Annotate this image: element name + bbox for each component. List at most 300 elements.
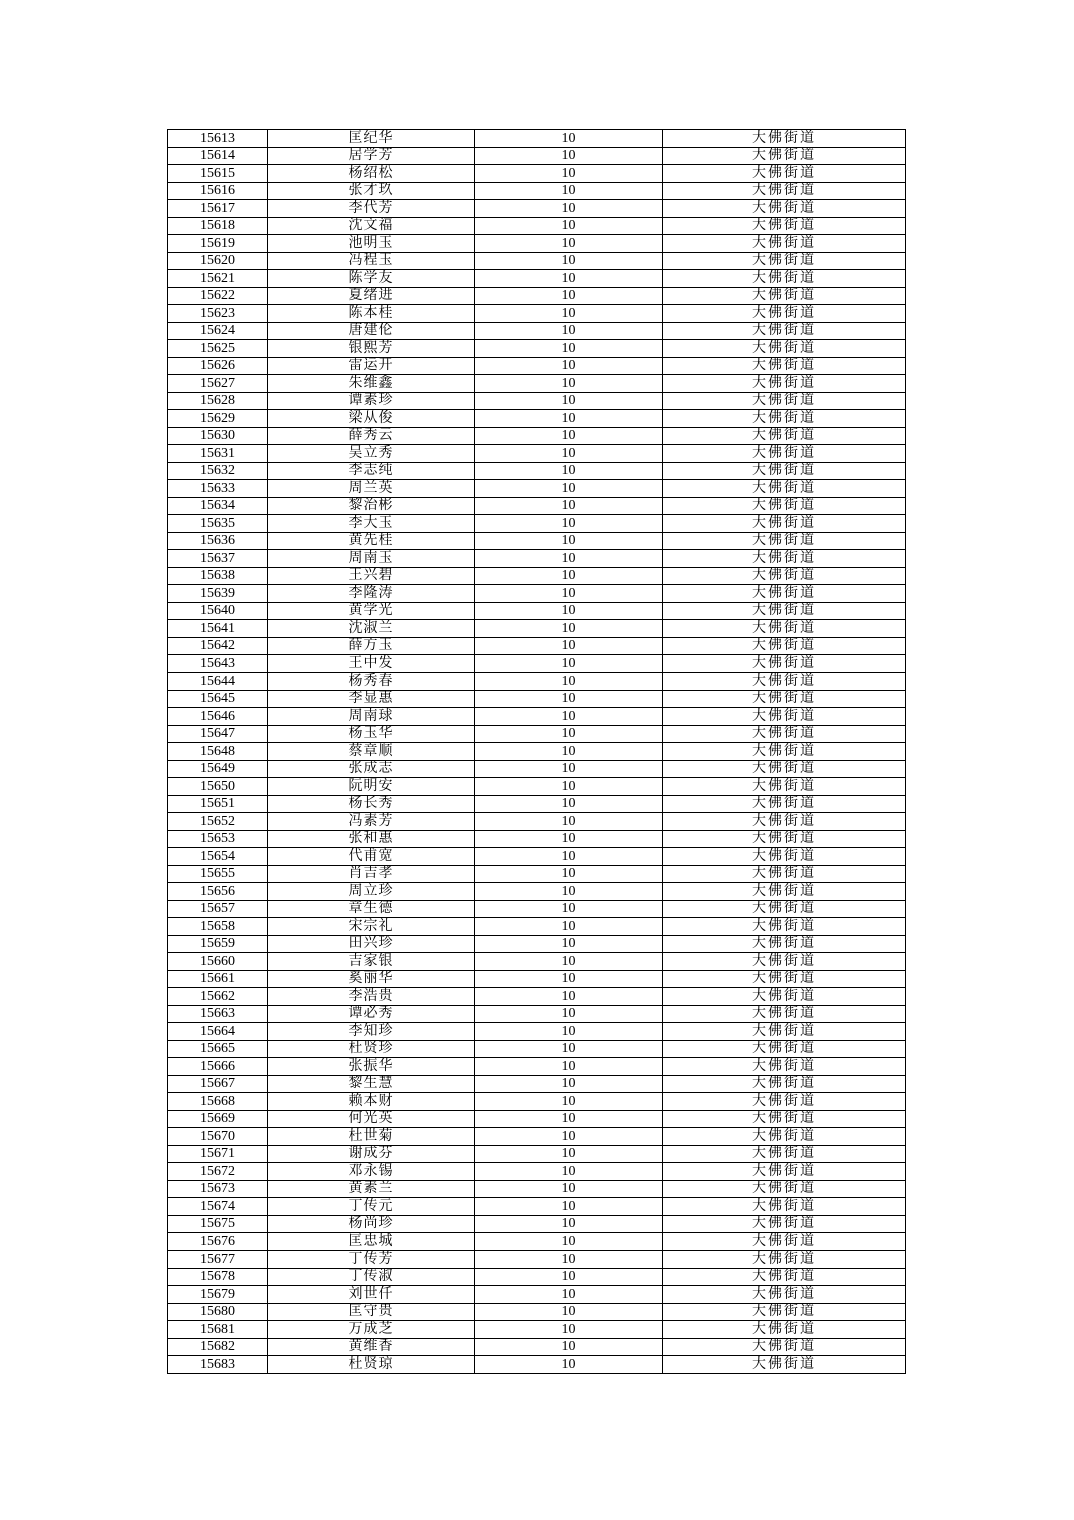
- person-name-cell: 李浩贵: [268, 988, 475, 1006]
- person-name-cell: 陈学友: [268, 270, 475, 288]
- street-cell: 大佛街道: [663, 935, 906, 953]
- amount-cell: 10: [475, 1215, 663, 1233]
- table-row: [168, 743, 906, 761]
- table-row: [168, 252, 906, 270]
- person-name-cell: 周南玉: [268, 550, 475, 568]
- street-cell: 大佛街道: [663, 340, 906, 358]
- person-name-cell: 居学芳: [268, 147, 475, 165]
- table-row: [168, 515, 906, 533]
- row-number-cell: 15671: [168, 1145, 268, 1163]
- person-name-cell: 李知珍: [268, 1023, 475, 1041]
- person-name-cell: 薛秀云: [268, 427, 475, 445]
- table-row: [168, 900, 906, 918]
- row-number-cell: 15672: [168, 1163, 268, 1181]
- row-number-cell: 15619: [168, 235, 268, 253]
- row-number-cell: 15637: [168, 550, 268, 568]
- person-name-cell: 王兴碧: [268, 567, 475, 585]
- amount-cell: 10: [475, 1286, 663, 1304]
- table-row: [168, 1040, 906, 1058]
- amount-cell: 10: [475, 988, 663, 1006]
- row-number-cell: 15627: [168, 375, 268, 393]
- person-name-cell: 池明玉: [268, 235, 475, 253]
- row-number-cell: 15616: [168, 182, 268, 200]
- street-cell: 大佛街道: [663, 567, 906, 585]
- table-row: [168, 620, 906, 638]
- person-name-cell: 张振华: [268, 1058, 475, 1076]
- amount-cell: 10: [475, 1338, 663, 1356]
- amount-cell: 10: [475, 760, 663, 778]
- person-name-cell: 杜世菊: [268, 1128, 475, 1146]
- row-number-cell: 15632: [168, 462, 268, 480]
- amount-cell: 10: [475, 1093, 663, 1111]
- person-name-cell: 张成志: [268, 760, 475, 778]
- row-number-cell: 15626: [168, 357, 268, 375]
- amount-cell: 10: [475, 445, 663, 463]
- street-cell: 大佛街道: [663, 743, 906, 761]
- person-name-cell: 赖本财: [268, 1093, 475, 1111]
- street-cell: 大佛街道: [663, 480, 906, 498]
- amount-cell: 10: [475, 550, 663, 568]
- row-number-cell: 15615: [168, 165, 268, 183]
- street-cell: 大佛街道: [663, 778, 906, 796]
- street-cell: 大佛街道: [663, 1303, 906, 1321]
- person-name-cell: 章生德: [268, 900, 475, 918]
- row-number-cell: 15625: [168, 340, 268, 358]
- table-row: [168, 462, 906, 480]
- row-number-cell: 15661: [168, 970, 268, 988]
- person-name-cell: 冯素芳: [268, 813, 475, 831]
- amount-cell: 10: [475, 970, 663, 988]
- row-number-cell: 15669: [168, 1110, 268, 1128]
- amount-cell: 10: [475, 322, 663, 340]
- table-row: [168, 375, 906, 393]
- amount-cell: 10: [475, 410, 663, 428]
- street-cell: 大佛街道: [663, 1023, 906, 1041]
- street-cell: 大佛街道: [663, 1180, 906, 1198]
- amount-cell: 10: [475, 743, 663, 761]
- person-name-cell: 黎治彬: [268, 497, 475, 515]
- street-cell: 大佛街道: [663, 1286, 906, 1304]
- amount-cell: 10: [475, 515, 663, 533]
- person-name-cell: 田兴珍: [268, 935, 475, 953]
- street-cell: 大佛街道: [663, 585, 906, 603]
- row-number-cell: 15650: [168, 778, 268, 796]
- amount-cell: 10: [475, 1040, 663, 1058]
- street-cell: 大佛街道: [663, 357, 906, 375]
- table-row: [168, 953, 906, 971]
- row-number-cell: 15630: [168, 427, 268, 445]
- person-name-cell: 杨绍松: [268, 165, 475, 183]
- row-number-cell: 15667: [168, 1075, 268, 1093]
- street-cell: 大佛街道: [663, 918, 906, 936]
- street-cell: 大佛街道: [663, 620, 906, 638]
- street-cell: 大佛街道: [663, 830, 906, 848]
- table-row: [168, 305, 906, 323]
- table-row: [168, 1303, 906, 1321]
- row-number-cell: 15620: [168, 252, 268, 270]
- row-number-cell: 15633: [168, 480, 268, 498]
- person-name-cell: 黄素兰: [268, 1180, 475, 1198]
- street-cell: 大佛街道: [663, 1233, 906, 1251]
- street-cell: 大佛街道: [663, 988, 906, 1006]
- row-number-cell: 15670: [168, 1128, 268, 1146]
- table-row: [168, 270, 906, 288]
- street-cell: 大佛街道: [663, 165, 906, 183]
- amount-cell: 10: [475, 795, 663, 813]
- street-cell: 大佛街道: [663, 1093, 906, 1111]
- street-cell: 大佛街道: [663, 217, 906, 235]
- table-row: [168, 1163, 906, 1181]
- person-name-cell: 李显惠: [268, 690, 475, 708]
- street-cell: 大佛街道: [663, 392, 906, 410]
- amount-cell: 10: [475, 252, 663, 270]
- table-row: [168, 1180, 906, 1198]
- amount-cell: 10: [475, 340, 663, 358]
- table-row: [168, 1058, 906, 1076]
- row-number-cell: 15618: [168, 217, 268, 235]
- person-name-cell: 杜贤珍: [268, 1040, 475, 1058]
- street-cell: 大佛街道: [663, 637, 906, 655]
- row-number-cell: 15643: [168, 655, 268, 673]
- person-name-cell: 匡守贵: [268, 1303, 475, 1321]
- roster-table-body: [168, 130, 906, 1374]
- table-row: [168, 1093, 906, 1111]
- person-name-cell: 丁传淑: [268, 1268, 475, 1286]
- person-name-cell: 杨尚珍: [268, 1215, 475, 1233]
- amount-cell: 10: [475, 1356, 663, 1374]
- street-cell: 大佛街道: [663, 1040, 906, 1058]
- row-number-cell: 15635: [168, 515, 268, 533]
- street-cell: 大佛街道: [663, 462, 906, 480]
- amount-cell: 10: [475, 270, 663, 288]
- person-name-cell: 黎生慧: [268, 1075, 475, 1093]
- person-name-cell: 黄学光: [268, 602, 475, 620]
- street-cell: 大佛街道: [663, 497, 906, 515]
- table-row: [168, 200, 906, 218]
- table-row: [168, 848, 906, 866]
- person-name-cell: 朱维鑫: [268, 375, 475, 393]
- street-cell: 大佛街道: [663, 708, 906, 726]
- table-row: [168, 1286, 906, 1304]
- table-row: [168, 1128, 906, 1146]
- row-number-cell: 15624: [168, 322, 268, 340]
- table-row: [168, 1338, 906, 1356]
- table-row: [168, 795, 906, 813]
- row-number-cell: 15677: [168, 1251, 268, 1269]
- person-name-cell: 黄先桂: [268, 532, 475, 550]
- person-name-cell: 吴立秀: [268, 445, 475, 463]
- street-cell: 大佛街道: [663, 1110, 906, 1128]
- table-row: [168, 602, 906, 620]
- row-number-cell: 15678: [168, 1268, 268, 1286]
- table-row: [168, 287, 906, 305]
- table-row: [168, 1251, 906, 1269]
- street-cell: 大佛街道: [663, 1268, 906, 1286]
- person-name-cell: 周南球: [268, 708, 475, 726]
- street-cell: 大佛街道: [663, 270, 906, 288]
- table-row: [168, 340, 906, 358]
- street-cell: 大佛街道: [663, 1251, 906, 1269]
- row-number-cell: 15654: [168, 848, 268, 866]
- person-name-cell: 李大玉: [268, 515, 475, 533]
- amount-cell: 10: [475, 1128, 663, 1146]
- table-row: [168, 672, 906, 690]
- amount-cell: 10: [475, 953, 663, 971]
- amount-cell: 10: [475, 1110, 663, 1128]
- row-number-cell: 15638: [168, 567, 268, 585]
- person-name-cell: 张和惠: [268, 830, 475, 848]
- row-number-cell: 15642: [168, 637, 268, 655]
- table-row: [168, 1233, 906, 1251]
- row-number-cell: 15656: [168, 883, 268, 901]
- table-row: [168, 760, 906, 778]
- amount-cell: 10: [475, 830, 663, 848]
- amount-cell: 10: [475, 690, 663, 708]
- street-cell: 大佛街道: [663, 1128, 906, 1146]
- person-name-cell: 丁传芳: [268, 1251, 475, 1269]
- amount-cell: 10: [475, 497, 663, 515]
- person-name-cell: 奚丽华: [268, 970, 475, 988]
- amount-cell: 10: [475, 900, 663, 918]
- street-cell: 大佛街道: [663, 410, 906, 428]
- table-row: [168, 182, 906, 200]
- table-row: [168, 1110, 906, 1128]
- person-name-cell: 李隆涛: [268, 585, 475, 603]
- table-row: [168, 1005, 906, 1023]
- person-name-cell: 沈文福: [268, 217, 475, 235]
- table-row: [168, 550, 906, 568]
- table-row: [168, 217, 906, 235]
- table-row: [168, 830, 906, 848]
- street-cell: 大佛街道: [663, 1163, 906, 1181]
- amount-cell: 10: [475, 1058, 663, 1076]
- person-name-cell: 夏绪进: [268, 287, 475, 305]
- person-name-cell: 杨玉华: [268, 725, 475, 743]
- amount-cell: 10: [475, 1145, 663, 1163]
- amount-cell: 10: [475, 130, 663, 148]
- row-number-cell: 15645: [168, 690, 268, 708]
- person-name-cell: 梁从俊: [268, 410, 475, 428]
- row-number-cell: 15674: [168, 1198, 268, 1216]
- amount-cell: 10: [475, 1303, 663, 1321]
- amount-cell: 10: [475, 585, 663, 603]
- person-name-cell: 何光英: [268, 1110, 475, 1128]
- amount-cell: 10: [475, 1075, 663, 1093]
- table-row: [168, 690, 906, 708]
- amount-cell: 10: [475, 1268, 663, 1286]
- amount-cell: 10: [475, 883, 663, 901]
- street-cell: 大佛街道: [663, 182, 906, 200]
- table-row: [168, 1145, 906, 1163]
- street-cell: 大佛街道: [663, 655, 906, 673]
- amount-cell: 10: [475, 235, 663, 253]
- person-name-cell: 谭必秀: [268, 1005, 475, 1023]
- row-number-cell: 15648: [168, 743, 268, 761]
- street-cell: 大佛街道: [663, 883, 906, 901]
- table-row: [168, 497, 906, 515]
- table-row: [168, 532, 906, 550]
- amount-cell: 10: [475, 655, 663, 673]
- person-name-cell: 周兰英: [268, 480, 475, 498]
- row-number-cell: 15621: [168, 270, 268, 288]
- row-number-cell: 15666: [168, 1058, 268, 1076]
- street-cell: 大佛街道: [663, 813, 906, 831]
- table-row: [168, 988, 906, 1006]
- person-name-cell: 蔡章顺: [268, 743, 475, 761]
- street-cell: 大佛街道: [663, 305, 906, 323]
- person-name-cell: 吉家银: [268, 953, 475, 971]
- street-cell: 大佛街道: [663, 200, 906, 218]
- amount-cell: 10: [475, 217, 663, 235]
- street-cell: 大佛街道: [663, 532, 906, 550]
- street-cell: 大佛街道: [663, 970, 906, 988]
- table-row: [168, 235, 906, 253]
- amount-cell: 10: [475, 1321, 663, 1339]
- street-cell: 大佛街道: [663, 953, 906, 971]
- amount-cell: 10: [475, 147, 663, 165]
- person-name-cell: 刘世仟: [268, 1286, 475, 1304]
- row-number-cell: 15664: [168, 1023, 268, 1041]
- street-cell: 大佛街道: [663, 795, 906, 813]
- table-row: [168, 1215, 906, 1233]
- amount-cell: 10: [475, 287, 663, 305]
- amount-cell: 10: [475, 865, 663, 883]
- table-row: [168, 165, 906, 183]
- street-cell: 大佛街道: [663, 865, 906, 883]
- amount-cell: 10: [475, 1198, 663, 1216]
- street-cell: 大佛街道: [663, 848, 906, 866]
- table-row: [168, 480, 906, 498]
- person-name-cell: 匡忠城: [268, 1233, 475, 1251]
- street-cell: 大佛街道: [663, 1215, 906, 1233]
- street-cell: 大佛街道: [663, 1321, 906, 1339]
- amount-cell: 10: [475, 725, 663, 743]
- amount-cell: 10: [475, 935, 663, 953]
- amount-cell: 10: [475, 392, 663, 410]
- street-cell: 大佛街道: [663, 1356, 906, 1374]
- table-row: [168, 357, 906, 375]
- row-number-cell: 15675: [168, 1215, 268, 1233]
- row-number-cell: 15652: [168, 813, 268, 831]
- row-number-cell: 15665: [168, 1040, 268, 1058]
- amount-cell: 10: [475, 1251, 663, 1269]
- row-number-cell: 15629: [168, 410, 268, 428]
- amount-cell: 10: [475, 708, 663, 726]
- amount-cell: 10: [475, 1233, 663, 1251]
- street-cell: 大佛街道: [663, 1145, 906, 1163]
- row-number-cell: 15649: [168, 760, 268, 778]
- person-name-cell: 冯程玉: [268, 252, 475, 270]
- table-row: [168, 637, 906, 655]
- row-number-cell: 15617: [168, 200, 268, 218]
- street-cell: 大佛街道: [663, 725, 906, 743]
- amount-cell: 10: [475, 462, 663, 480]
- street-cell: 大佛街道: [663, 130, 906, 148]
- person-name-cell: 黄维香: [268, 1338, 475, 1356]
- street-cell: 大佛街道: [663, 147, 906, 165]
- amount-cell: 10: [475, 620, 663, 638]
- street-cell: 大佛街道: [663, 252, 906, 270]
- row-number-cell: 15662: [168, 988, 268, 1006]
- amount-cell: 10: [475, 567, 663, 585]
- roster-table: [167, 129, 906, 1374]
- table-row: [168, 1321, 906, 1339]
- street-cell: 大佛街道: [663, 1198, 906, 1216]
- amount-cell: 10: [475, 1023, 663, 1041]
- amount-cell: 10: [475, 480, 663, 498]
- person-name-cell: 周立珍: [268, 883, 475, 901]
- row-number-cell: 15680: [168, 1303, 268, 1321]
- street-cell: 大佛街道: [663, 1075, 906, 1093]
- row-number-cell: 15641: [168, 620, 268, 638]
- table-row: [168, 392, 906, 410]
- table-row: [168, 147, 906, 165]
- row-number-cell: 15636: [168, 532, 268, 550]
- row-number-cell: 15631: [168, 445, 268, 463]
- street-cell: 大佛街道: [663, 550, 906, 568]
- street-cell: 大佛街道: [663, 1058, 906, 1076]
- person-name-cell: 李代芳: [268, 200, 475, 218]
- row-number-cell: 15660: [168, 953, 268, 971]
- amount-cell: 10: [475, 1005, 663, 1023]
- row-number-cell: 15623: [168, 305, 268, 323]
- table-row: [168, 1268, 906, 1286]
- row-number-cell: 15613: [168, 130, 268, 148]
- street-cell: 大佛街道: [663, 1005, 906, 1023]
- amount-cell: 10: [475, 182, 663, 200]
- amount-cell: 10: [475, 200, 663, 218]
- person-name-cell: 杨长秀: [268, 795, 475, 813]
- amount-cell: 10: [475, 1163, 663, 1181]
- person-name-cell: 谭素珍: [268, 392, 475, 410]
- table-row: [168, 130, 906, 148]
- row-number-cell: 15655: [168, 865, 268, 883]
- person-name-cell: 张才玖: [268, 182, 475, 200]
- street-cell: 大佛街道: [663, 322, 906, 340]
- table-row: [168, 725, 906, 743]
- amount-cell: 10: [475, 637, 663, 655]
- row-number-cell: 15673: [168, 1180, 268, 1198]
- amount-cell: 10: [475, 532, 663, 550]
- row-number-cell: 15614: [168, 147, 268, 165]
- row-number-cell: 15653: [168, 830, 268, 848]
- row-number-cell: 15668: [168, 1093, 268, 1111]
- row-number-cell: 15647: [168, 725, 268, 743]
- amount-cell: 10: [475, 602, 663, 620]
- person-name-cell: 肖吉孝: [268, 865, 475, 883]
- person-name-cell: 杨秀春: [268, 672, 475, 690]
- amount-cell: 10: [475, 357, 663, 375]
- street-cell: 大佛街道: [663, 690, 906, 708]
- row-number-cell: 15640: [168, 602, 268, 620]
- row-number-cell: 15658: [168, 918, 268, 936]
- amount-cell: 10: [475, 375, 663, 393]
- amount-cell: 10: [475, 1180, 663, 1198]
- row-number-cell: 15659: [168, 935, 268, 953]
- street-cell: 大佛街道: [663, 427, 906, 445]
- table-row: [168, 1075, 906, 1093]
- row-number-cell: 15646: [168, 708, 268, 726]
- row-number-cell: 15679: [168, 1286, 268, 1304]
- person-name-cell: 薛方玉: [268, 637, 475, 655]
- street-cell: 大佛街道: [663, 235, 906, 253]
- table-row: [168, 778, 906, 796]
- table-row: [168, 935, 906, 953]
- street-cell: 大佛街道: [663, 515, 906, 533]
- row-number-cell: 15644: [168, 672, 268, 690]
- amount-cell: 10: [475, 427, 663, 445]
- table-row: [168, 918, 906, 936]
